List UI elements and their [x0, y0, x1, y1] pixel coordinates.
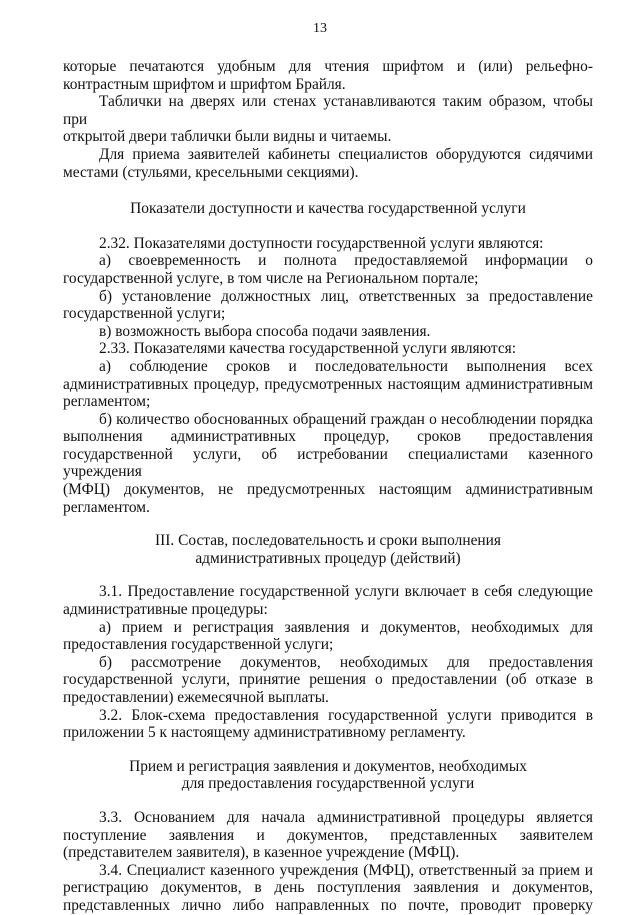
text-line: (представителем заявителя), в казенное учреждение (МФЦ). — [63, 844, 460, 862]
text-line: 3.4. Специалист казенного учреждения (МФЦ), ответственный за прием и — [99, 861, 593, 879]
text-line: а) своевременность и полнота предоставляемой информации о — [99, 252, 593, 270]
text-line: приложении 5 к настоящему административному регламенту. — [63, 724, 466, 742]
text-line: местами (стульями, кресельными секциями). — [63, 163, 359, 181]
text-line: а) соблюдение сроков и последовательности выполнения всех — [99, 357, 593, 375]
text-line: административных процедур, предусмотренных настоящим административным — [63, 375, 593, 393]
text-line: предоставления государственной услуги; — [63, 636, 334, 654]
text-line: (МФЦ) документов, не предусмотренных настоящим административным — [63, 481, 593, 499]
section-heading: III. Состав, последовательность и сроки выполнения — [155, 532, 501, 550]
text-line: государственной услуги, об истребовании специалистами казенного учреждения — [63, 445, 593, 481]
text-line: регистрацию документов, в день поступления заявления и документов, — [63, 879, 593, 897]
text-line: а) прием и регистрация заявления и документов, необходимых для — [99, 618, 593, 636]
text-line: предоставлении) ежемесячной выплаты. — [63, 689, 329, 706]
text-line: 2.33. Показателями качества государственной услуги являются: — [99, 340, 517, 358]
text-line: 3.1. Предоставление государственной услуги включает в себя следующие — [99, 583, 593, 601]
section-heading: Прием и регистрация заявления и документов, необходимых — [129, 757, 527, 775]
text-line: государственной услуги, принятие решения о предоставлении (об отказе в — [63, 671, 593, 689]
text-line: б) установление должностных лиц, ответственных за предоставление — [99, 287, 593, 305]
text-line: Для приема заявителей кабинеты специалистов оборудуются сидячими — [99, 145, 593, 163]
page-number: 13 — [313, 21, 327, 36]
text-line: 2.32. Показателями доступности государственной услуги являются: — [99, 234, 544, 252]
text-line: которые печатаются удобным для чтения шрифтом и (или) рельефно- — [63, 58, 593, 75]
text-line: выполнения административных процедур, сроков предоставления — [63, 428, 593, 446]
section-heading: Показатели доступности и качества государственной услуги — [130, 200, 526, 218]
text-line: поступление заявления и документов, представленных заявителем — [63, 826, 593, 844]
section-heading: для предоставления государственной услуги — [181, 775, 475, 793]
document-body — [63, 58, 593, 915]
text-line: 3.2. Блок-схема предоставления государственной услуги приводится в — [99, 706, 593, 724]
text-line: государственной услуги; — [63, 305, 226, 323]
text-line: административные процедуры: — [63, 601, 268, 619]
text-line: 3.3. Основанием для начала административной процедуры является — [99, 808, 593, 826]
section-heading-block — [63, 758, 593, 793]
text-line: в) возможность выбора способа подачи заявления. — [99, 322, 431, 340]
text-line: регламентом. — [63, 498, 150, 516]
text-line: б) рассмотрение документов, необходимых для предоставления — [99, 653, 593, 671]
text-line: Таблички на дверях или стенах устанавливаются таким образом, чтобы при — [63, 93, 593, 128]
text-line: контрастным шрифтом и шрифтом Брайля. — [63, 75, 346, 93]
section-heading-block — [63, 532, 593, 567]
text-line: регламентом; — [63, 393, 151, 411]
section-heading: административных процедур (действий) — [195, 549, 461, 567]
text-line: государственной услуге, в том числе на Региональном портале; — [63, 269, 479, 287]
text-line: представленных лично либо направленных по почте, проводит проверку — [63, 896, 593, 914]
text-line: б) количество обоснованных обращений граждан о несоблюдении порядка — [99, 410, 593, 428]
text-line: открытой двери таблички были видны и читаемы. — [63, 128, 392, 146]
